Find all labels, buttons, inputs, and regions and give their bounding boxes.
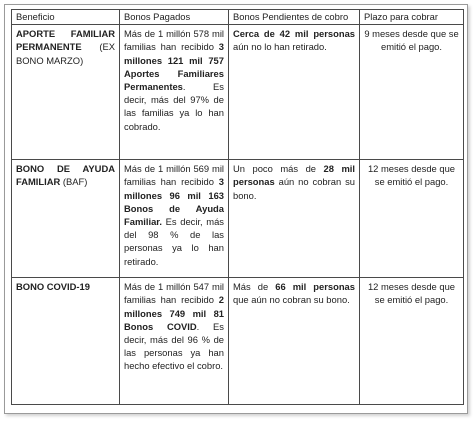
pagados-highlight: 3 millones 121 mil 757 Aportes Familiares Permanentes <box>124 41 224 93</box>
table-row <box>12 278 464 405</box>
table-row <box>12 160 464 278</box>
cell-pagados <box>120 25 229 160</box>
pendientes-text-end: aún no cobran su bono. <box>233 176 355 201</box>
document-frame <box>4 4 468 414</box>
cell-plazo: 9 meses desde que se emitió el pago. <box>360 25 464 160</box>
pendientes-text: Más de <box>233 281 276 293</box>
cell-pendientes <box>229 278 360 405</box>
pagados-text: Más de 1 millón 547 mil familias han recibido <box>124 281 224 306</box>
pendientes-text-end: que aún no cobran su bono. <box>233 294 350 306</box>
pagados-text-end: Es decir, más del 98 % de las personas ya lo han retirado. <box>124 216 224 267</box>
pendientes-highlight: 66 mil personas <box>275 281 355 293</box>
pendientes-highlight: Cerca de 42 mil personas <box>233 28 355 40</box>
cell-pendientes <box>229 160 360 278</box>
cell-beneficio <box>12 278 120 405</box>
pendientes-text-end: aún no lo han retirado. <box>233 41 327 53</box>
pendientes-highlight: 28 mil personas <box>233 163 356 188</box>
benefit-name: BONO DE AYUDA FAMILIAR <box>16 163 115 188</box>
pagados-highlight: 2 millones 749 mil 81 Bonos COVID <box>124 294 224 332</box>
cell-beneficio <box>12 25 120 160</box>
benefit-name: APORTE FAMILIAR PERMANENTE <box>16 28 115 53</box>
header-bonos-pagados: Bonos Pagados <box>120 10 229 25</box>
pagados-text-end: . Es decir, más del 97% de las familias ya lo han cobrado. <box>124 81 224 132</box>
table-row <box>12 25 464 160</box>
pagados-text: Más de 1 millón 578 mil familias han recibido <box>124 28 224 53</box>
pagados-highlight: 3 millones 96 mil 163 Bonos de Ayuda Familiar. <box>124 176 224 228</box>
pagados-text: Más de 1 millón 569 mil familias han recibido <box>124 163 224 188</box>
cell-plazo: 12 meses desde que se emitió el pago. <box>360 278 464 405</box>
pendientes-text: Un poco más de <box>233 163 324 175</box>
cell-plazo: 12 meses desde que se emitió el pago. <box>360 160 464 278</box>
benefit-name: BONO COVID-19 <box>16 281 90 293</box>
cell-pendientes <box>229 25 360 160</box>
benefit-note: (BAF) <box>60 176 88 188</box>
table-header-row <box>12 10 464 25</box>
cell-pagados <box>120 278 229 405</box>
header-plazo: Plazo para cobrar <box>360 10 464 25</box>
benefit-note: (EX BONO MARZO) <box>16 41 115 66</box>
cell-beneficio <box>12 160 120 278</box>
header-bonos-pendientes: Bonos Pendientes de cobro <box>229 10 360 25</box>
pagados-text-end: . Es decir, más del 96 % de las personas ya han hecho efectivo el cobro. <box>124 320 224 372</box>
benefits-table <box>11 9 464 405</box>
cell-pagados <box>120 160 229 278</box>
header-beneficio: Beneficio <box>12 10 120 25</box>
